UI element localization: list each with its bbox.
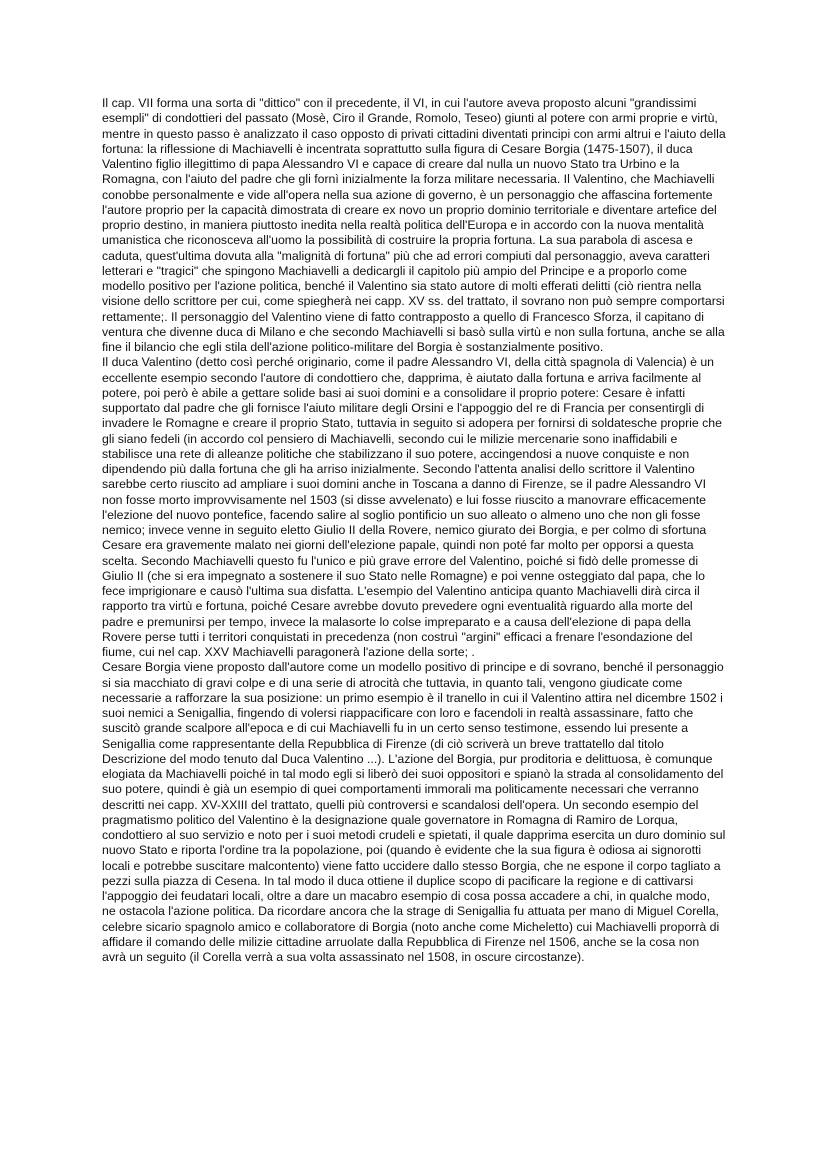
- paragraph-valentino-intro: Il cap. VII forma una sorta di "dittico" con il precedente, il VI, in cui l'autore aveva proposto alcuni "grandissimi esempli" di condottieri del passato (Mosè, Ciro il Grande, Romolo, Teseo) giunti al potere con armi proprie e virtù, mentre in questo passo è analizzato il caso opposto di privati cittadini diventati principi con armi altrui e l'aiuto della fortuna: la riflessione di Machiavelli è incentrata soprattutto sulla figura di Cesare Borgia (1475-1507), il duca Valentino figlio illegittimo di papa Alessandro VI e capace di creare dal nulla un nuovo Stato tra Urbino e la Romagna, con l'aiuto del padre che gli fornì inizialmente la forza militare necessaria. Il Valentino, che Machiavelli conobbe personalmente e vide all'opera nella sua azione di governo, è un personaggio che affascina fortemente l'autore proprio per la capacità dimostrata di creare ex novo un proprio dominio territoriale e diventare artefice del proprio destino, in maniera piuttosto inedita nella realtà politica dell'Europa e in accordo con la nuova mentalità umanistica che riconosceva all'uomo la possibilità di costruire la propria fortuna. La sua parabola di ascesa e caduta, quest'ultima dovuta alla "malignità di fortuna" più che ad errori compiuti dal personaggio, aveva caratteri letterari e "tragici" che spingono Machiavelli a dedicargli il capitolo più ampio del Principe e a proporlo come modello positivo per l'azione politica, benché il Valentino sia stato autore di molti efferati delitti (ciò rientra nella visione dello scrittore per cui, come spiegherà nei capp. XV ss. del trattato, il sovrano non può sempre comportarsi rettamente;. Il personaggio del Valentino viene di fatto contrapposto a quello di Francesco Sforza, il capitano di ventura che divenne duca di Milano e che secondo Machiavelli si basò sulla virtù e non sulla fortuna, anche se alla fine il bilancio che egli stila dell'azione politico-militare del Borgia è sostanzialmente positivo.: [102, 96, 726, 354]
- paragraph-valentino-fortuna: Il duca Valentino (detto così perché originario, come il padre Alessandro VI, della città spagnola di Valencia) è un eccellente esempio secondo l'autore di condottiero che, dapprima, è aiutato dalla fortuna e arriva facilmente al potere, poi però è abile a gettare solide basi ai suoi domini e a consolidare il proprio potere: Cesare è infatti supportato dal padre che gli fornisce l'aiuto militare degli Orsini e l'appoggio del re di Francia per consentirgli di invadere le Romagne e creare il proprio Stato, tuttavia in seguito si adopera per fornirsi di soldatesche proprie che gli siano fedeli (in accordo col pensiero di Machiavelli, secondo cui le milizie mercenarie sono inaffidabili e stabilisce una rete di alleanze politiche che stabilizzano il suo potere, accingendosi a nuove conquiste e non dipendendo più dalla fortuna che gli ha arriso inizialmente. Secondo l'attenta analisi dello scrittore il Valentino sarebbe certo riuscito ad ampliare i suoi domini anche in Toscana a danno di Firenze, se il padre Alessandro VI non fosse morto improvvisamente nel 1503 (si disse avvelenato) e lui fosse riuscito a manovrare efficacemente l'elezione del nuovo pontefice, facendo salire al soglio pontificio un suo alleato o almeno uno che non gli fosse nemico; invece venne in seguito eletto Giulio II della Rovere, nemico giurato dei Borgia, e per colmo di sfortuna Cesare era gravemente malato nei giorni dell'elezione papale, quindi non poté far molto per opporsi a questa scelta. Secondo Machiavelli questo fu l'unico e più grave errore del Valentino, poiché si fidò delle promesse di Giulio II (che si era impegnato a sostenere il suo Stato nelle Romagne) e poi venne osteggiato dal papa, che lo fece imprigionare e causò l'ultima sua disfatta. L'esempio del Valentino anticipa quanto Machiavelli dirà circa il rapporto tra virtù e fortuna, poiché Cesare avrebbe dovuto prevedere ogni eventualità riguardo alla morte del padre e premunirsi per tempo, invece la malasorte lo colse impreparato e a causa dell'elezione di papa della Rovere perse tutti i territori conquistati in precedenza (non costruì "argini" efficaci a frenare l'esondazione del fiume, cui nel cap. XXV Machiavelli paragonerà l'azione della sorte; .: [102, 355, 722, 659]
- paragraph-valentino-modello: Cesare Borgia viene proposto dall'autore come un modello positivo di principe e di sovrano, benché il personaggio si sia macchiato di gravi colpe e di una serie di atrocità che tuttavia, in quanto tali, vengono giudicate come necessarie a rafforzare la sua posizione: un primo esempio è il tranello in cui il Valentino attira nel dicembre 1502 i suoi nemici a Senigallia, fingendo di volersi riappacificare con loro e facendoli in realtà assassinare, fatto che suscitò grande scalpore all'epoca e di cui Machiavelli fu in un certo senso testimone, essendo lui presente a Senigallia come rappresentante della Repubblica di Firenze (di ciò scriverà un breve trattatello dal titolo Descrizione del modo tenuto dal Duca Valentino ...). L'azione del Borgia, pur proditoria e delittuosa, è comunque elogiata da Machiavelli poiché in tal modo egli si liberò dei suoi oppositori e spianò la strada al consolidamento del suo potere, quindi è già un esempio di quei comportamenti immorali ma politicamente necessari che verranno descritti nei capp. XV-XXIII del trattato, quelli più controversi e scandalosi dell'opera. Un secondo esempio del pragmatismo politico del Valentino è la designazione quale governatore in Romagna di Ramiro de Lorqua, condottiero al suo servizio e noto per i suoi metodi crudeli e spietati, il quale dapprima esercita un duro dominio sul nuovo Stato e riporta l'ordine tra la popolazione, poi (quando è evidente che la sua figura è odiosa ai signorotti locali e potrebbe suscitare malcontento) viene fatto uccidere dallo stesso Borgia, che ne espone il corpo tagliato a pezzi sulla piazza di Cesena. In tal modo il duca ottiene il duplice scopo di pacificare la regione e di cattivarsi l'appoggio dei feudatari locali, oltre a dare un macabro esempio di cosa possa accadere a chi, in qualche modo, ne ostacola l'azione politica. Da ricordare ancora che la strage di Senigallia fu attuata per mano di Miguel Corella, celebre sicario spagnolo amico e collaboratore di Borgia (noto anche come Micheletto) cui Machiavelli proporrà di affidare il comando delle milizie cittadine arruolate dalla Repubblica di Firenze nel 1506, anche se la cosa non avrà un seguito (il Corella verrà a sua volta assassinato nel 1508, in oscure circostanze).: [102, 660, 726, 964]
- document-page: [102, 96, 726, 965]
